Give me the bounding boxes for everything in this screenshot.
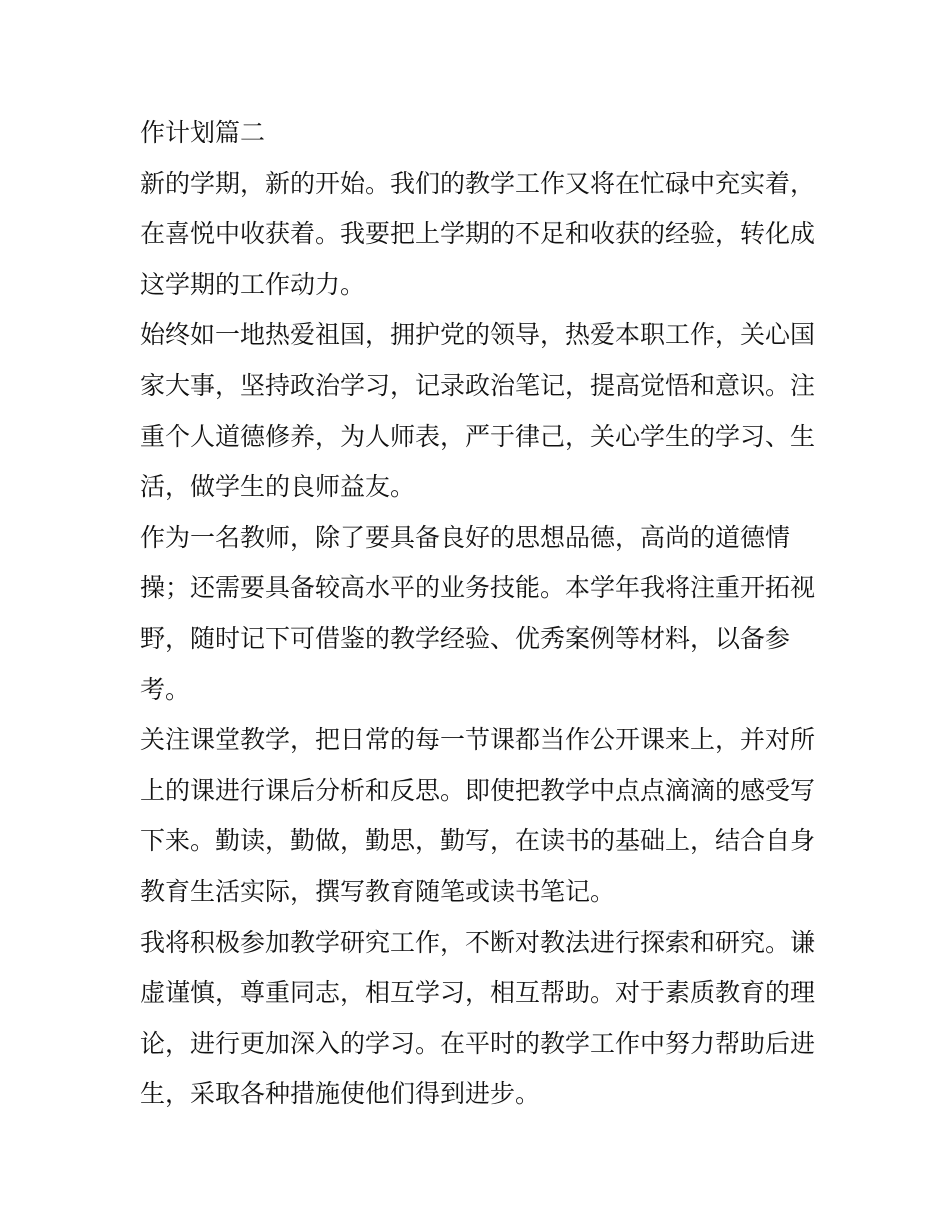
text-line: 活，做学生的良师益友。 [140,472,416,502]
text-line: 下来。勤读，勤做，勤思，勤写，在读书的基础上，结合自身 [140,826,816,856]
text-line: 这学期的工作动力。 [140,269,366,299]
text-line: 操；还需要具备较高水平的业务技能。本学年我将注重开拓视 [140,573,816,603]
text-line: 关注课堂教学，把日常的每一节课都当作公开课来上，并对所 [140,725,816,755]
text-line: 考。 [140,674,191,704]
document-body [140,108,820,1120]
text-line: 我将积极参加教学研究工作，不断对教法进行探索和研究。谦 [140,927,816,957]
text-line: 家大事，坚持政治学习，记录政治笔记，提高觉悟和意识。注 [140,370,816,400]
text-line: 虚谨慎，尊重同志，相互学习，相互帮助。对于素质教育的理 [140,978,816,1008]
text-line: 新的学期，新的开始。我们的教学工作又将在忙碌中充实着， [140,168,816,198]
text-line: 始终如一地热爱祖国，拥护党的领导，热爱本职工作，关心国 [140,320,816,350]
text-line: 教育生活实际，撰写教育随笔或读书笔记。 [140,876,616,906]
text-line: 生，采取各种措施使他们得到进步。 [140,1079,541,1109]
text-line: 重个人道德修养，为人师表，严于律己，关心学生的学习、生 [140,421,816,451]
text-line: 在喜悦中收获着。我要把上学期的不足和收获的经验，转化成 [140,219,816,249]
text-line: 野，随时记下可借鉴的教学经验、优秀案例等材料，以备参 [140,623,791,653]
text-line: 上的课进行课后分析和反思。即使把教学中点点滴滴的感受写 [140,775,816,805]
text-line: 论，进行更加深入的学习。在平时的教学工作中努力帮助后进 [140,1028,816,1058]
text-line: 作为一名教师，除了要具备良好的思想品德，高尚的道德情 [140,522,791,552]
section-heading: 作计划篇二 [140,118,266,147]
